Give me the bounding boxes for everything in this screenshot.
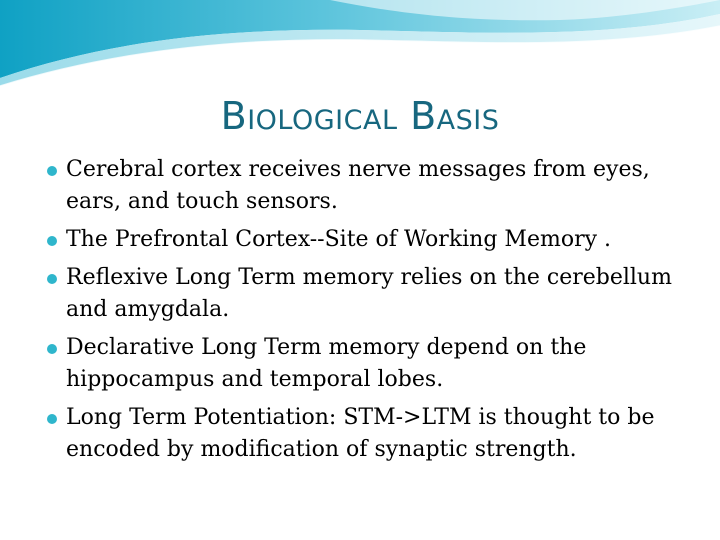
- bullet-text: Cerebral cortex receives nerve messages from eyes, ears, and touch sensors.: [66, 157, 650, 214]
- bullet-item: [46, 154, 686, 218]
- bullet-text: Declarative Long Term memory depend on the hippocampus and temporal lobes.: [66, 335, 587, 392]
- bullet-list: [46, 154, 686, 472]
- bullet-text: Reflexive Long Term memory relies on the cerebellum and amygdala.: [66, 265, 672, 322]
- bullet-text: Long Term Potentiation: STM->LTM is thought to be encoded by modification of synaptic strength.: [66, 405, 655, 462]
- bullet-text: The Prefrontal Cortex--Site of Working Memory .: [66, 227, 612, 252]
- bullet-dot-icon: [47, 166, 57, 176]
- slide-title: Biological Basis: [220, 94, 500, 138]
- bullet-dot-icon: [47, 344, 57, 354]
- bullet-item: [46, 262, 686, 326]
- bullet-item: [46, 224, 686, 256]
- header-wave-decoration: [0, 0, 720, 100]
- bullet-dot-icon: [47, 414, 57, 424]
- bullet-item: [46, 332, 686, 396]
- bullet-item: [46, 402, 686, 466]
- bullet-dot-icon: [47, 274, 57, 284]
- bullet-dot-icon: [47, 236, 57, 246]
